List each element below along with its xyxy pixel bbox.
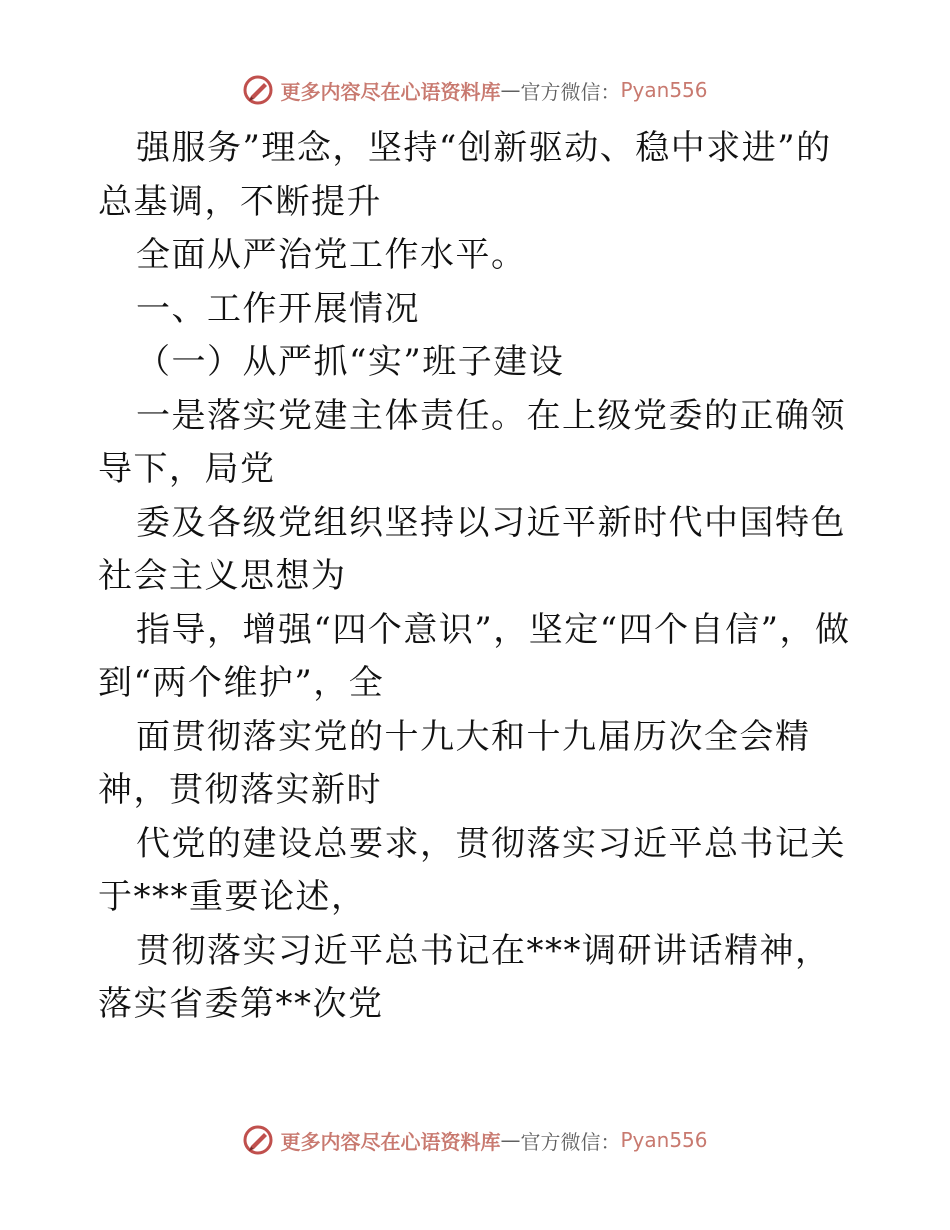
paragraph: 一是落实党建主体责任。在上级党委的正确领导下，局党 <box>98 395 846 489</box>
watermark-official-text: 官方微信： <box>520 1129 621 1154</box>
footer-watermark <box>0 1120 950 1160</box>
paragraph: 代党的建设总要求，贯彻落实习近平总书记关于***重要论述， <box>98 823 846 917</box>
section-heading: 一、工作开展情况 <box>136 288 420 329</box>
watermark-dash: — <box>500 1128 521 1152</box>
document-body <box>98 122 858 1032</box>
watermark-official-text: 官方微信： <box>520 79 621 104</box>
header-watermark <box>0 70 950 110</box>
paragraph: 委及各级党组织坚持以习近平新时代中国特色社会主义思想为 <box>98 502 846 596</box>
paragraph: 强服务”理念，坚持“创新驱动、稳中求进”的总基调，不断提升 <box>98 128 832 222</box>
subsection-heading: （一）从严抓“实”班子建设 <box>136 342 565 382</box>
paragraph: 面贯彻落实党的十九大和十九届历次全会精神，贯彻落实新时 <box>98 716 811 810</box>
paragraph: 贯彻落实习近平总书记在***调研讲话精神，落实省委第**次党 <box>98 930 831 1024</box>
pen-logo-icon <box>242 74 274 106</box>
paragraph: 全面从严治党工作水平。 <box>136 235 527 275</box>
pen-logo-icon <box>242 1124 274 1156</box>
watermark-wechat-id: Pyan556 <box>620 1128 708 1152</box>
watermark-site-text: 更多内容尽在心语资料库 <box>280 1129 501 1154</box>
paragraph: 指导，增强“四个意识”，坚定“四个自信”，做到“两个维护”，全 <box>98 609 851 703</box>
watermark-dash: — <box>500 78 521 102</box>
watermark-site-text: 更多内容尽在心语资料库 <box>280 79 501 104</box>
watermark-wechat-id: Pyan556 <box>620 78 708 102</box>
